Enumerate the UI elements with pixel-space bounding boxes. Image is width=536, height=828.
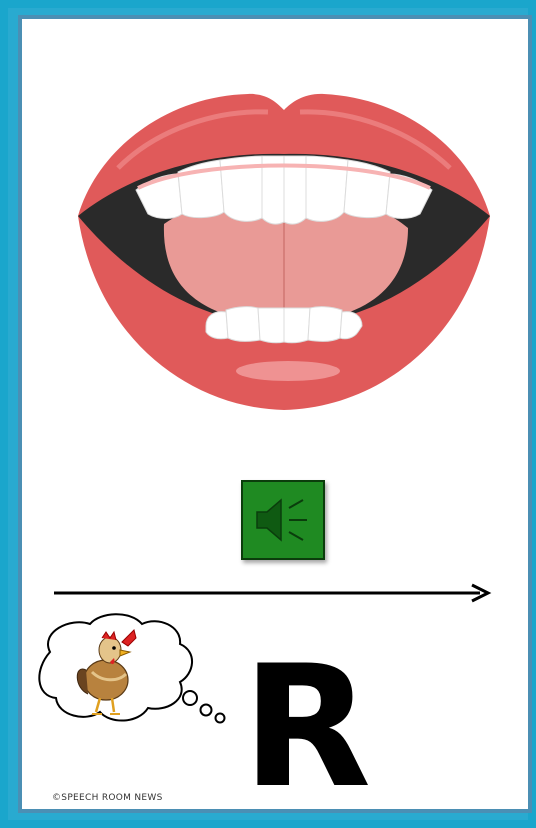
- play-sound-button[interactable]: [241, 480, 325, 560]
- speaker-icon: [243, 482, 323, 558]
- direction-arrow: [52, 582, 492, 604]
- target-letter: R: [242, 629, 372, 825]
- lower-teeth: [206, 307, 362, 343]
- mouth-illustration: [78, 88, 490, 414]
- thought-bubble: [30, 612, 236, 730]
- copyright-text: ©SPEECH ROOM NEWS: [52, 793, 163, 803]
